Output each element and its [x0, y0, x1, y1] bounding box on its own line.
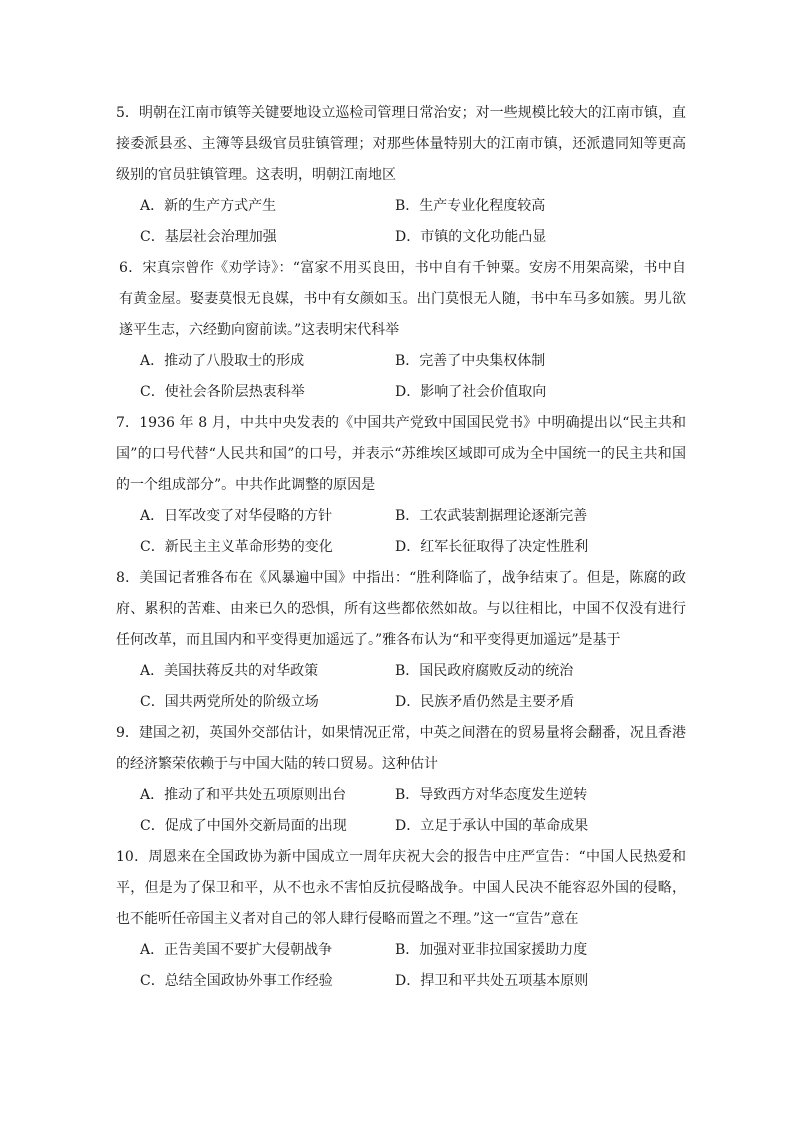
exam-page: [116, 98, 686, 997]
question-stem: 5．明朝在江南市镇等关键要地设立巡检司管理日常治安；对一些规模比较大的江南市镇，直接委派县丞、主簿等县级官员驻镇管理；对那些体量特别大的江南市镇，还派遣同知等更高级别的官员驻镇管理。这表明，明朝江南地区: [116, 105, 686, 183]
answer-options: [116, 501, 686, 563]
question-9: [116, 718, 686, 842]
option-d: D．立足于承认中国的革命成果: [395, 818, 589, 834]
question-8: [116, 563, 686, 718]
option-c: C．基层社会治理加强: [140, 229, 277, 245]
answer-options: [116, 935, 686, 997]
option-a: A．新的生产方式产生: [140, 198, 277, 214]
option-c: C．使社会各阶层热衷科举: [140, 384, 305, 400]
option-b: B．导致西方对华态度发生逆转: [395, 787, 588, 803]
question-5: [116, 98, 686, 253]
option-d: D．市镇的文化功能凸显: [395, 229, 547, 245]
option-d: D．民族矛盾仍然是主要矛盾: [395, 694, 575, 710]
option-b: B．国民政府腐败反动的统治: [395, 663, 574, 679]
option-b: B．工农武装割据理论逐渐完善: [395, 508, 588, 524]
option-b: B．加强对亚非拉国家援助力度: [395, 942, 588, 958]
question-6: [116, 253, 686, 408]
question-10: [116, 842, 686, 997]
option-d: D．红军长征取得了决定性胜利: [395, 539, 589, 555]
option-c: C．新民主主义革命形势的变化: [140, 539, 333, 555]
option-b: B．完善了中央集权体制: [395, 353, 546, 369]
question-stem: 9．建国之初，英国外交部估计，如果情况正常，中英之间潜在的贸易量将会翻番，况且香港的经济繁荣依赖于与中国大陆的转口贸易。这种估计: [116, 725, 686, 772]
question-stem: 8．美国记者雅各布在《风暴遍中国》中指出：“胜利降临了，战争结束了。但是，陈腐的政府、累积的苦难、由来已久的恐惧，所有这些都依然如故。与以往相比，中国不仅没有进行任何改革，而且国内和平变得更加遥远了。”雅各布认为“和平变得更加遥远”是基于: [116, 570, 686, 648]
option-b: B．生产专业化程度较高: [395, 198, 546, 214]
option-a: A．推动了和平共处五项原则出台: [140, 787, 347, 803]
option-d: D．影响了社会价值取向: [395, 384, 547, 400]
option-a: A．美国扶蒋反共的对华政策: [140, 663, 319, 679]
option-c: C．促成了中国外交新局面的出现: [140, 818, 347, 834]
answer-options: [116, 780, 686, 842]
answer-options: [116, 346, 686, 408]
option-c: C．国共两党所处的阶级立场: [140, 694, 319, 710]
option-c: C．总结全国政协外事工作经验: [140, 973, 333, 989]
question-7: [116, 408, 686, 563]
option-a: A．正告美国不要扩大侵朝战争: [140, 942, 333, 958]
question-stem: 7．1936 年 8 月，中共中央发表的《中国共产党致中国国民党书》中明确提出以“民主共和国”的口号代替“人民共和国”的口号，并表示“苏维埃区域即可成为全中国统一的民主共和国的一个组成部分”。中共作此调整的原因是: [116, 415, 686, 493]
option-a: A．日军改变了对华侵略的方针: [140, 508, 333, 524]
answer-options: [116, 191, 686, 253]
question-stem: 10．周恩来在全国政协为新中国成立一周年庆祝大会的报告中庄严宣告：“中国人民热爱和平，但是为了保卫和平，从不也永不害怕反抗侵略战争。中国人民决不能容忍外国的侵略，也不能听任帝国主义者对自己的邻人肆行侵略而置之不理。”这一“宣告”意在: [116, 849, 686, 927]
answer-options: [116, 656, 686, 718]
option-a: A．推动了八股取士的形成: [140, 353, 305, 369]
question-stem: 6．宋真宗曾作《劝学诗》：“富家不用买良田，书中自有千钟粟。安房不用架高梁，书中自有黄金屋。娶妻莫恨无良媒，书中有女颜如玉。出门莫恨无人随，书中车马多如簇。男儿欲遂平生志，六经勤向窗前读。”这表明宋代科举: [119, 260, 686, 338]
option-d: D．捍卫和平共处五项基本原则: [395, 973, 589, 989]
